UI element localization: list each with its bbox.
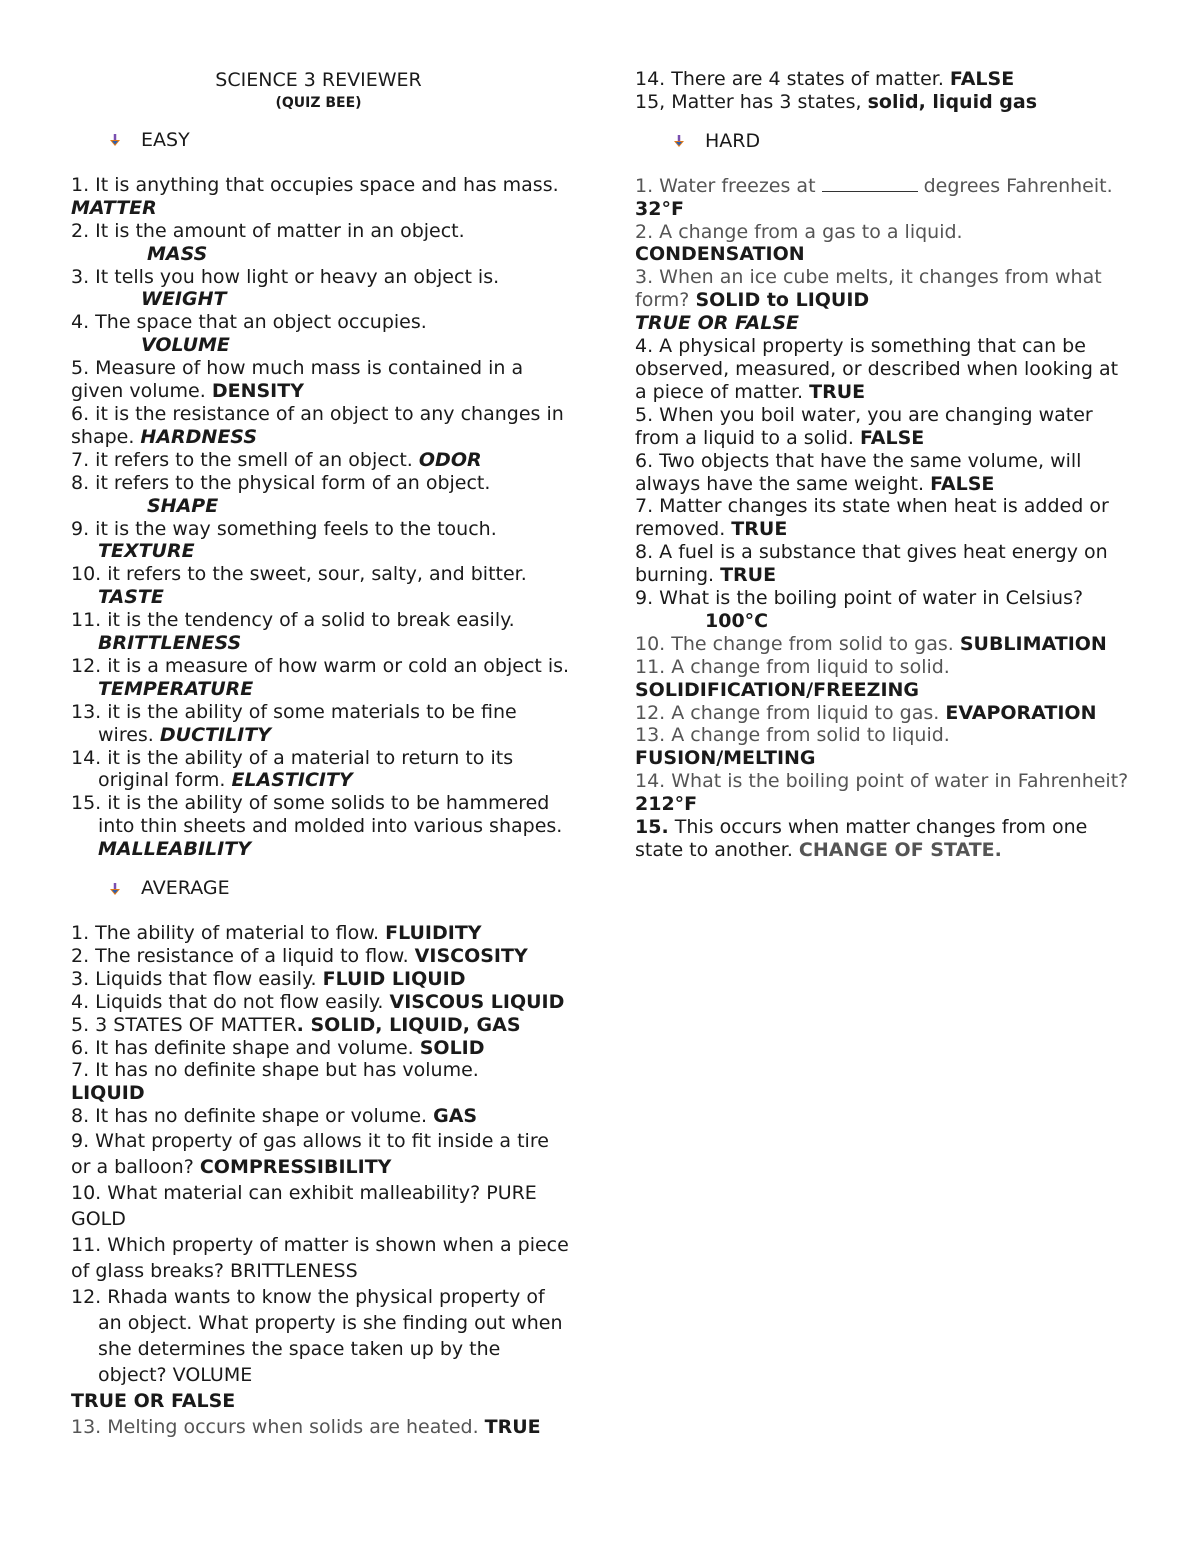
list-item: 2. The resistance of a liquid to flow. VISCOSITY bbox=[71, 944, 528, 967]
list-item: 12. Rhada wants to know the physical property of an object. What property is she finding out when she determines the space taken up by the object? VOLUME bbox=[71, 1286, 563, 1387]
answer: TASTE bbox=[98, 586, 164, 609]
list-item: 10. The change from solid to gas. SUBLIMATION bbox=[635, 632, 1107, 655]
arrow-bullet-icon bbox=[107, 881, 123, 897]
list-item: 12. it is a measure of how warm or cold an object is. TEMPERATURE bbox=[71, 654, 570, 700]
list-item: 9. What is the boiling point of water in Celsius? bbox=[635, 587, 1084, 610]
answer: VOLUME bbox=[141, 334, 230, 357]
list-item: 11. A change from liquid to solid. bbox=[635, 655, 950, 678]
list-item: 10. What material can exhibit malleability? PURE GOLD bbox=[71, 1182, 537, 1231]
list-item: 11. it is the tendency of a solid to break easily. bbox=[71, 609, 515, 632]
list-item: 13. A change from solid to liquid. bbox=[635, 724, 950, 747]
list-item: 8. A fuel is a substance that gives heat energy on burning. TRUE bbox=[635, 541, 1108, 587]
right-column bbox=[635, 68, 1135, 862]
list-item: 6. It has definite shape and volume. SOLID bbox=[71, 1036, 485, 1059]
arrow-bullet-icon bbox=[107, 132, 123, 148]
list-item: 5. Measure of how much mass is contained in a given volume. DENSITY bbox=[71, 357, 524, 403]
section-heading: EASY bbox=[141, 129, 190, 151]
list-item: 14. There are 4 states of matter. FALSE bbox=[635, 68, 1015, 90]
list-item: 8. It has no definite shape or volume. GAS bbox=[71, 1105, 478, 1128]
tf-heading: TRUE OR FALSE bbox=[635, 312, 800, 335]
list-item: 9. it is the way something feels to the touch. bbox=[71, 517, 497, 540]
section-easy bbox=[107, 129, 571, 152]
page-subtitle: (QUIZ BEE) bbox=[275, 95, 362, 111]
answer: MASS bbox=[147, 242, 208, 265]
answer: TEXTURE bbox=[98, 540, 195, 563]
list-item: 7. It has no definite shape but has volume. LIQUID bbox=[71, 1059, 479, 1105]
answer-blank bbox=[822, 175, 918, 192]
list-item: 2. A change from a gas to a liquid. CONDENSATION bbox=[635, 220, 963, 266]
list-item: 1. It is anything that occupies space and has mass. MATTER bbox=[71, 173, 559, 219]
list-item: 13. it is the ability of some materials to be fine wires. DUCTILITY bbox=[71, 700, 517, 746]
list-item: 3. When an ice cube melts, it changes from what form? SOLID to LIQUID bbox=[635, 266, 1102, 312]
list-item: 1. The ability of material to flow. FLUIDITY bbox=[71, 922, 482, 944]
list-item: 5. When you boil water, you are changing water from a liquid to a solid. FALSE bbox=[635, 403, 1093, 449]
answer: SHAPE bbox=[147, 494, 219, 517]
list-item: 15. it is the ability of some solids to be hammered into thin sheets and molded into various shapes. MALLEABILITY bbox=[71, 792, 563, 861]
arrow-bullet-icon bbox=[671, 133, 687, 149]
list-item: 13. Melting occurs when solids are heated. TRUE bbox=[71, 1416, 541, 1439]
list-item: 1. Water freezes at degrees Fahrenheit. 32°F bbox=[635, 174, 1113, 220]
list-item: 4. A physical property is something that can be observed, measured, or described when looking at a piece of matter. TRUE bbox=[635, 335, 1119, 403]
list-item: 14. it is the ability of a material to return to its original form. ELASTICITY bbox=[71, 746, 514, 792]
list-item: 10. it refers to the sweet, sour, salty, and bitter. bbox=[71, 563, 527, 586]
answer: WEIGHT bbox=[141, 288, 227, 311]
list-item: 4. Liquids that do not flow easily. VISCOUS LIQUID bbox=[71, 990, 565, 1013]
tf-heading: TRUE OR FALSE bbox=[71, 1390, 236, 1413]
list-item: 5. 3 STATES OF MATTER. SOLID, LIQUID, GAS bbox=[71, 1013, 521, 1036]
list-item: 14. What is the boiling point of water in Fahrenheit? 212°F bbox=[635, 770, 1129, 816]
left-column bbox=[71, 68, 571, 1440]
list-item: 2. It is the amount of matter in an object. bbox=[71, 219, 465, 242]
section-heading: HARD bbox=[705, 129, 761, 152]
list-item: 3. It tells you how light or heavy an object is. bbox=[71, 265, 500, 288]
section-heading: AVERAGE bbox=[141, 877, 230, 900]
list-item: 7. it refers to the smell of an object. ODOR bbox=[71, 448, 482, 471]
page-title: SCIENCE 3 REVIEWER bbox=[215, 69, 422, 91]
answer: 100°C bbox=[705, 609, 769, 632]
answer: FUSION/MELTING bbox=[635, 747, 816, 770]
section-hard bbox=[671, 130, 1135, 153]
list-item: 11. Which property of matter is shown when a piece of glass breaks? BRITTLENESS bbox=[71, 1234, 569, 1283]
list-item: 6. Two objects that have the same volume, will always have the same weight. FALSE bbox=[635, 449, 1082, 495]
list-item: 4. The space that an object occupies. bbox=[71, 311, 427, 334]
list-item: 8. it refers to the physical form of an object. bbox=[71, 471, 491, 494]
list-item: 15, Matter has 3 states, solid, liquid gas bbox=[635, 90, 1038, 113]
list-item: 9. What property of gas allows it to fit inside a tire or a balloon? COMPRESSIBILITY bbox=[71, 1130, 549, 1179]
list-item: 7. Matter changes its state when heat is added or removed. TRUE bbox=[635, 495, 1109, 541]
list-item: 6. it is the resistance of an object to any changes in shape. HARDNESS bbox=[71, 402, 564, 448]
list-item: 12. A change from liquid to gas. EVAPORATION bbox=[635, 701, 1097, 724]
section-average bbox=[107, 877, 571, 900]
list-item: 15. This occurs when matter changes from one state to another. CHANGE OF STATE. bbox=[635, 816, 1088, 861]
answer: BRITTLENESS bbox=[98, 632, 242, 655]
answer: SOLIDIFICATION/FREEZING bbox=[635, 678, 920, 701]
list-item: 3. Liquids that flow easily. FLUID LIQUID bbox=[71, 967, 466, 990]
